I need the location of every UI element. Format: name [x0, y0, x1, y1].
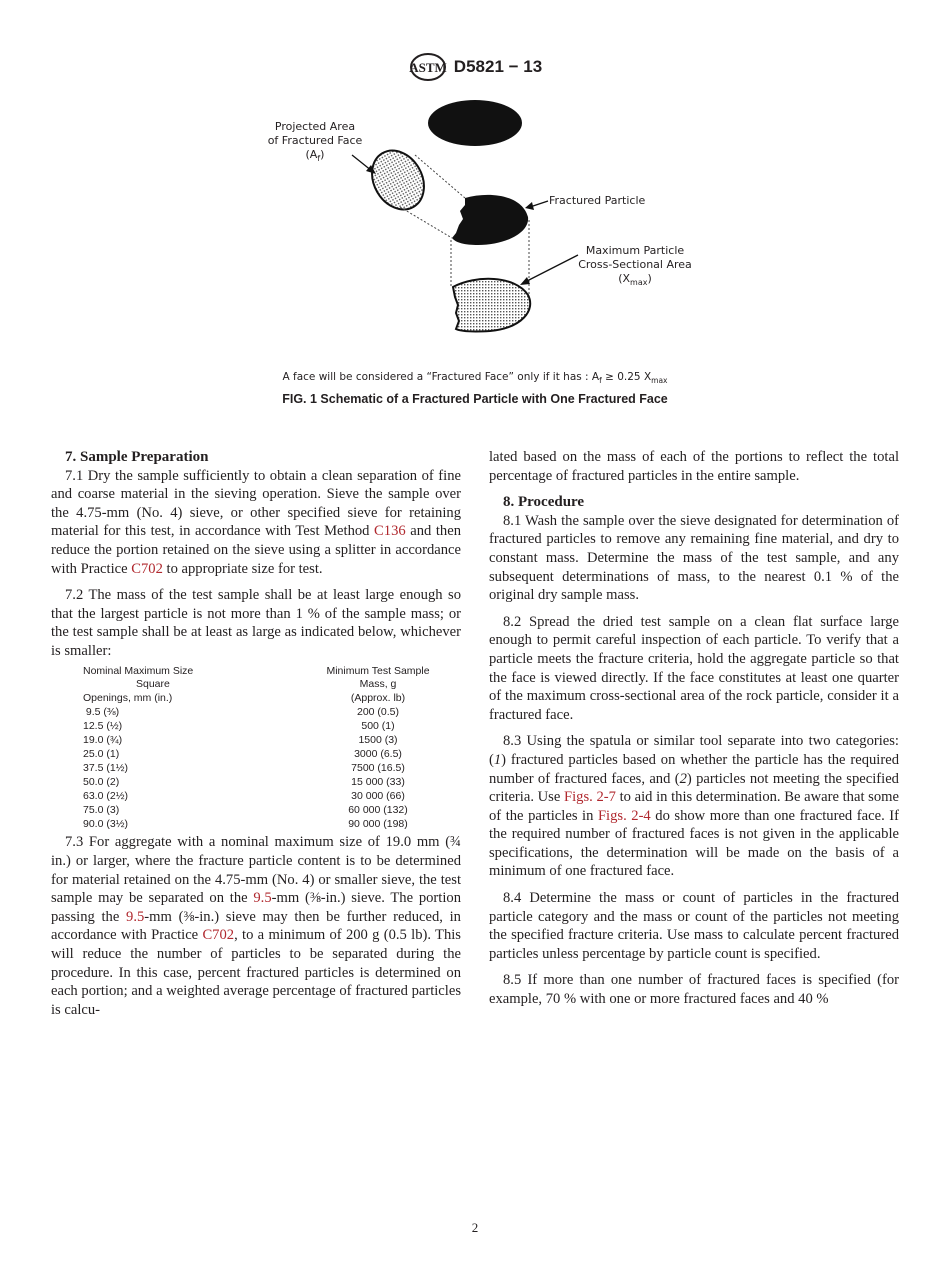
fractured-particle-shape [452, 195, 528, 245]
table-row: 25.0 (1) 3000 (6.5) [83, 747, 402, 760]
projected-area-shape [362, 141, 435, 219]
paragraph-7-2: 7.2 The mass of the test sample shall be at least large enough so that the largest particle is not more than 1 % of the sample mass; or the test sample shall be at least as large as indicated below, whichever is smaller: [51, 587, 461, 659]
table-row: 75.0 (3) 60 000 (132) [83, 803, 408, 816]
table-row: 9.5 (⅜) 200 (0.5) [83, 706, 400, 719]
paragraph-7-3: 7.3 For aggregate with a nominal maximum size of 19.0 mm (¾ in.) or larger, where the fracture particle content is to be determined for material retained on the 4.75-mm (No. 4) or smaller sieve, the test sample may be separated on the 9.5-mm (⅜-in.) sieve. The portion passing the 9.5-mm (⅜-in.) sieve may then be further reduced, in accordance with Practice C702, to a minimum of 200 g (0.5 lb). This will reduce the number of particles to be separated during the procedure. In this case, percent fractured particles is determined on each portion; and a weighted average percentage of fractured particles is calcu- [51, 834, 461, 1018]
table-row: 90.0 (3½) 90 000 (198) [83, 817, 408, 830]
table-header-row: Openings, mm (in.) (Approx. lb) [83, 692, 406, 705]
paragraph-8-4: 8.4 Determine the mass or count of particles in the fractured particle category and the mass or count of the particles not meeting the specified fracture criteria. Use mass to calculate percent fractured particles unless percentage by particle count is specified. [489, 890, 899, 962]
page-header [0, 52, 950, 87]
astm-logo-icon [408, 52, 448, 82]
page-number: 2 [471, 1220, 479, 1235]
paragraph-8-5: 8.5 If more than one number of fractured faces is specified (for example, 70 % with one or more fractured faces and 40 % [489, 972, 899, 1008]
top-particle-shape [428, 100, 522, 146]
link-c136[interactable]: C136 [374, 523, 406, 540]
table-header-row: Nominal Maximum Size Minimum Test Sample [83, 664, 430, 677]
fractured-face-criteria: A face will be considered a “Fractured Face” only if it has : $A_f \ge 0.25$ $X_{max}$ [282, 371, 668, 386]
label-projected-area: Projected Area of Fractured Face $(A_f)$ [267, 120, 363, 164]
table-row: 63.0 (2½) 30 000 (66) [83, 789, 405, 802]
section-8-heading: 8. Procedure [503, 494, 585, 511]
table-row: 12.5 (½) 500 (1) [83, 720, 395, 733]
link-9-5-sieve[interactable]: 9.5 [253, 890, 272, 907]
label-max-cross-section: Maximum Particle Cross-Sectional Area $(X_{max})$ [578, 244, 692, 288]
figure-1 [260, 95, 700, 345]
link-figs-2-4[interactable]: Figs. 2-4 [597, 807, 651, 824]
table-row: 37.5 (1½) 7500 (16.5) [83, 761, 405, 774]
table-header-row: Square Mass, g [136, 678, 397, 691]
test-sample-mass-table [51, 665, 461, 832]
link-figs-2-7[interactable]: Figs. 2-7 [564, 789, 616, 806]
section-7-heading: 7. Sample Preparation [65, 449, 209, 465]
left-column [51, 448, 461, 1019]
max-cross-section-shape [453, 279, 530, 332]
right-column [489, 448, 899, 1009]
paragraph-8-3: 8.3 Using the spatula or similar tool separate into two categories: (1) fractured particles based on whether the particle has the required number of fractured faces, and (2) particles not meeting the specified criteria. Use Figs. 2-7 to aid in this determination. Be aware that some of the particles in Figs. 2-4 do show more than one fractured face. If the required number of fractured faces is not given in the applicable specifications, the determination will be made on the basis of a minimum of one fractured face. [489, 733, 899, 880]
svg-text:ASTM: ASTM [409, 60, 447, 75]
paragraph-8-1: 8.1 Wash the sample over the sieve designated for determination of fractured particles to remove any remaining fine material, and dry to constant mass. Determine the mass of the test sample, and any subsequent determinations of mass, to the nearest 0.1 % of the original dry sample mass. [489, 512, 899, 604]
paragraph-7-1: 7.1 Dry the sample sufficiently to obtain a clean separation of fine and coarse material in the sieving operation. Sieve the sample over the 4.75-mm (No. 4) sieve, or other specified sieve for retaining material for this test, in accordance with Test Method C136 and then reduce the portion retained on the sieve using a splitter in accordance with Practice C702 to appropriate size for test. [51, 467, 461, 577]
label-fractured-particle: Fractured Particle [549, 194, 646, 207]
table-row: 50.0 (2) 15 000 (33) [83, 775, 405, 788]
document-id: D5821 − 13 [453, 57, 543, 76]
table-row: 19.0 (¾) 1500 (3) [83, 734, 398, 747]
paragraph-7-3-continued: lated based on the mass of each of the portions to reflect the total percentage of fractured particles in the entire sample. [489, 449, 899, 484]
figure-caption: FIG. 1 Schematic of a Fractured Particle with One Fractured Face [282, 392, 668, 406]
link-c702[interactable]: C702 [131, 560, 163, 577]
link-c702[interactable]: C702 [202, 927, 235, 944]
paragraph-8-2: 8.2 Spread the dried test sample on a clean flat surface large enough to permit careful inspection of each particle. To verify that a particle meets the fracture criteria, hold the aggregate particle so that the face is viewed directly. If the face constitutes at least one quarter of the maximum cross-sectional area of the rock particle, consider it a fractured face. [489, 613, 899, 723]
link-9-5-sieve[interactable]: 9.5 [126, 908, 145, 925]
